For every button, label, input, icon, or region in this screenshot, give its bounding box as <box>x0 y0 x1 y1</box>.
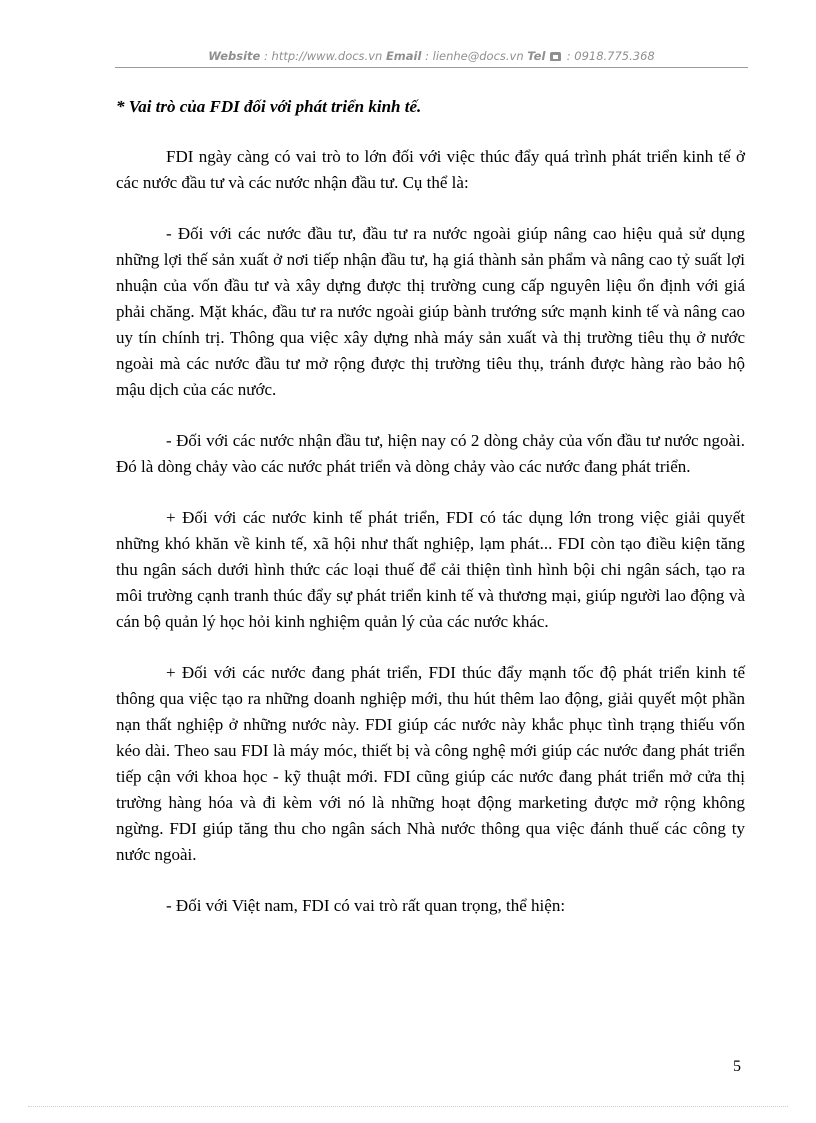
page-number: 5 <box>733 1058 741 1075</box>
email-value: : lienhe@docs.vn <box>421 49 528 63</box>
paragraph-receiving-countries: - Đối với các nước nhận đầu tư, hiện nay có 2 dòng chảy của vốn đầu tư nước ngoài. Đó là dòng chảy vào các nước phát triển và dòng chảy vào các nước đang phát triển. <box>116 431 745 476</box>
paragraph-vietnam: - Đối với Việt nam, FDI có vai trò rất quan trọng, thể hiện: <box>166 896 566 915</box>
email-label: Email <box>385 49 422 63</box>
phone-icon <box>550 52 561 61</box>
paragraph-investing-countries: - Đối với các nước đầu tư, đầu tư ra nước ngoài giúp nâng cao hiệu quả sử dụng những lợi thế sản xuất ở nơi tiếp nhận đầu tư, hạ giá thành sản phẩm và nâng cao tỷ suất lợi nhuận của vốn đầu tư và xây dựng được thị trường cung cấp nguyên liệu ổn định với giá phải chăng. Mặt khác, đầu tư ra nước ngoài giúp bành trướng sức mạnh kinh tế và nâng cao uy tín chính trị. Thông qua việc xây dựng nhà máy sản xuất và thị trường tiêu thụ ở nước ngoài mà các nước đầu tư mở rộng được thị trường tiêu thụ, tránh được hàng rào bảo hộ mậu dịch của các nước. <box>116 224 745 399</box>
website-value: : http://www.docs.vn <box>260 49 386 63</box>
footer-divider <box>28 1106 788 1107</box>
paragraph-developing-countries: + Đối với các nước đang phát triển, FDI thúc đẩy mạnh tốc độ phát triển kinh tế thông qua việc tạo ra những doanh nghiệp mới, thu hút thêm lao động, giải quyết một phần nạn thất nghiệp ở những nước này. FDI giúp các nước này khắc phục tình trạng thiếu vốn kéo dài. Theo sau FDI là máy móc, thiết bị và công nghệ mới giúp các nước đang phát triển tiếp cận với khoa học - kỹ thuật mới. FDI cũng giúp các nước đang phát triển mở cửa thị trường hàng hóa và đi kèm với nó là những hoạt động marketing được mở rộng không ngừng. FDI giúp tăng thu cho ngân sách Nhà nước thông qua việc đánh thuế các công ty nước ngoài. <box>116 663 745 864</box>
page-header <box>115 46 748 68</box>
paragraph-developed-countries: + Đối với các nước kinh tế phát triển, FDI có tác dụng lớn trong việc giải quyết những khó khăn về kinh tế, xã hội như thất nghiệp, lạm phát... FDI còn tạo điều kiện tăng thu ngân sách dưới hình thức các loại thuế để cải thiện tình hình bội chi ngân sách, tạo ra môi trường cạnh tranh thúc đẩy sự phát triển kinh tế và thương mại, giúp người lao động và cán bộ quản lý học hỏi kinh nghiệm quản lý của các nước khác. <box>116 508 745 631</box>
tel-label: Tel <box>527 49 546 63</box>
tel-value: : 0918.775.368 <box>563 49 655 63</box>
website-label: Website <box>208 49 261 63</box>
section-heading: * Vai trò của FDI đối với phát triển kinh tế. <box>116 97 422 116</box>
paragraph-intro: FDI ngày càng có vai trò to lớn đối với việc thúc đẩy quá trình phát triển kinh tế ở các nước đầu tư và các nước nhận đầu tư. Cụ thể là: <box>116 147 745 192</box>
page-content <box>116 94 745 944</box>
